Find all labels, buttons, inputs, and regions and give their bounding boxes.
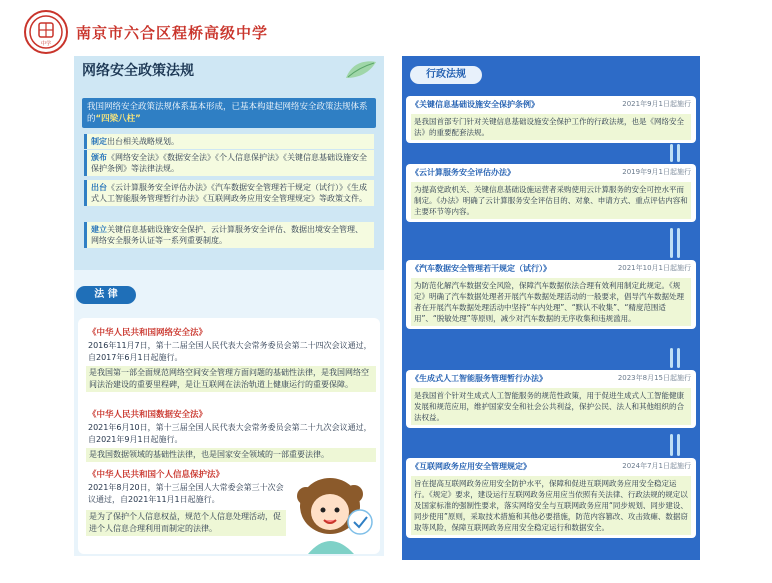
law-date: 2021年8月20日，第十三届全国人大常委会第三十次会议通过，自2021年11月1日起施行。 bbox=[88, 483, 284, 504]
school-emblem-icon bbox=[28, 14, 64, 50]
law-title: 《中华人民共和国个人信息保护法》 bbox=[88, 470, 225, 480]
school-name: 南京市六合区程桥高级中学 bbox=[76, 24, 269, 42]
regulation-title: 《云计算服务安全评估办法》 bbox=[411, 168, 515, 177]
school-logo bbox=[24, 10, 68, 54]
regulation-card bbox=[406, 370, 696, 428]
regulation-date: 2023年8月15日起施行 bbox=[617, 374, 691, 382]
law-title: 《中华人民共和国网络安全法》 bbox=[88, 328, 208, 338]
timeline-connector bbox=[668, 348, 682, 368]
law-description: 是为了保护个人信息权益，规范个人信息处理活动，促进个人信息合理利用而制定的法律。 bbox=[86, 510, 286, 536]
regulation-card bbox=[406, 458, 696, 538]
summary-item: 出台《云计算服务安全评估办法》《汽车数据安全管理若干规定（试行）》《生成式人工智能服务管理暂行办法》《互联网政务应用安全管理规定》等政策文件。 bbox=[84, 180, 374, 206]
regulation-title: 《生成式人工智能服务管理暂行办法》 bbox=[411, 374, 547, 383]
intro-highlight: “四梁八柱” bbox=[95, 114, 141, 124]
timeline-connector bbox=[668, 144, 682, 162]
intro-text: 我国网络安全政策法规体系基本形成，已基本构建起网络安全政策法规体系的 bbox=[87, 102, 368, 124]
regulation-title: 《关键信息基础设施安全保护条例》 bbox=[411, 100, 539, 109]
regulation-description: 是我国首个针对生成式人工智能服务的规范性政策，用于促进生成式人工智能健康发展和规范应用，维护国家安全和社会公共利益，保护公民、法人和其他组织的合法权益。 bbox=[411, 388, 691, 425]
summary-item: 颁布《网络安全法》《数据安全法》《个人信息保护法》《关键信息基础设施安全保护条例》等法律法规。 bbox=[84, 150, 374, 176]
law-description: 是我国第一部全面规范网络空间安全管理方面问题的基础性法律，是我国网络空间法治建设的重要里程碑，是让互联网在法治轨道上健康运行的重要保障。 bbox=[86, 366, 376, 392]
cartoon-girl-icon bbox=[290, 466, 380, 556]
regulation-card bbox=[406, 164, 696, 222]
svg-text:中学: 中学 bbox=[40, 41, 52, 47]
timeline-connector bbox=[668, 434, 682, 456]
regulations-section-badge: 行政法规 bbox=[410, 66, 482, 84]
regulation-description: 为防范化解汽车数据安全风险，保障汽车数据依法合理有效利用制定此规定。《规定》明确了汽车数据处理者开展汽车数据处理活动的一般要求，倡导汽车数据处理者在开展汽车数据处理活动中坚持“车内处理”、“默认不收集”、“精度范围适用”、“脱敏处理”等原则，减少对汽车数据的无序收集和违规滥用。 bbox=[411, 278, 691, 326]
regulation-date: 2021年9月1日起施行 bbox=[622, 100, 691, 108]
law-date: 2021年6月10日，第十三届全国人民代表大会常务委员会第二十九次会议通过，自2021年9月1日起施行。 bbox=[88, 423, 372, 444]
summary-item: 制定出台相关战略规划。 bbox=[84, 134, 374, 149]
right-panel-regulations bbox=[402, 56, 700, 560]
regulation-date: 2021年10月1日起施行 bbox=[617, 264, 691, 272]
left-panel-title: 网络安全政策法规 bbox=[82, 63, 194, 79]
timeline-connector bbox=[668, 228, 682, 258]
regulation-title: 《汽车数据安全管理若干规定（试行）》 bbox=[411, 264, 551, 273]
policy-intro-box bbox=[82, 98, 376, 128]
law-description: 是我国数据领域的基础性法律，也是国家安全领域的一部重要法律。 bbox=[86, 448, 376, 462]
regulation-date: 2024年7月1日起施行 bbox=[622, 462, 691, 470]
left-panel-policy bbox=[74, 56, 384, 556]
regulation-card bbox=[406, 96, 696, 143]
law-title: 《中华人民共和国数据安全法》 bbox=[88, 410, 208, 420]
summary-item: 建立关键信息基础设施安全保护、云计算服务安全评估、数据出境安全管理、网络安全服务认证等一系列重要制度。 bbox=[84, 222, 374, 248]
regulation-title: 《互联网政务应用安全管理规定》 bbox=[411, 462, 531, 471]
regulation-date: 2019年9月1日起施行 bbox=[622, 168, 691, 176]
regulation-description: 为提高党政机关、关键信息基础设施运营者采购使用云计算服务的安全可控水平而制定。《办法》明确了云计算服务安全评估目的、对象、申请方式、重点评估内容和主要环节等内容。 bbox=[411, 182, 691, 219]
regulation-description: 是我国首部专门针对关键信息基础设施安全保护工作的行政法规，也是《网络安全法》的重要配套法规。 bbox=[411, 114, 691, 140]
leaf-decoration-icon bbox=[342, 58, 378, 80]
regulation-description: 旨在提高互联网政务应用安全防护水平，保障和促进互联网政务应用安全稳定运行。《规定》要求，建设运行互联网政务应用应当依照有关法律、行政法规的规定以及国家标准的强制性要求，落实网络安全与互联网政务应用“同步规划、同步建设、同步使用”原则，采取技术措施和其他必要措施，防范内容篡改、攻击致瘫、数据窃取等风险，保障互联网政务应用安全稳定运行和数据安全。 bbox=[411, 476, 691, 535]
regulation-card bbox=[406, 260, 696, 329]
law-section-badge: 法 律 bbox=[76, 286, 136, 304]
law-date: 2016年11月7日，第十二届全国人民代表大会常务委员会第二十四次会议通过，自2017年6月1日起施行。 bbox=[88, 341, 372, 362]
